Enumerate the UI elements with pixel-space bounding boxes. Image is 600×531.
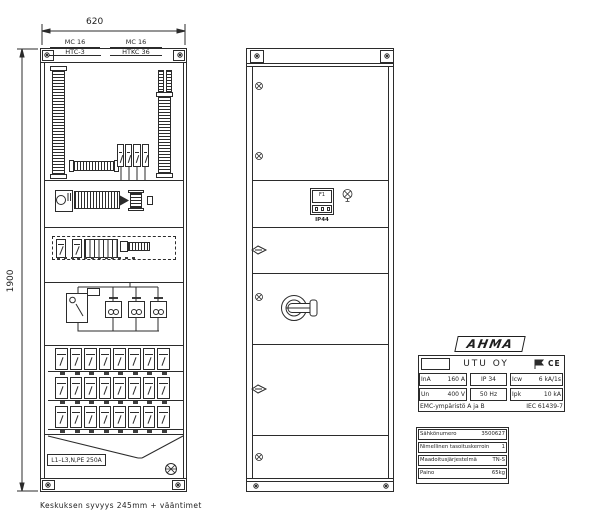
meter-device (55, 190, 73, 212)
door-divider (252, 435, 388, 436)
detail-label: Sähkönumero (420, 430, 457, 437)
breaker-module (143, 377, 156, 399)
bus-label-left-bottom: HTC-3 (65, 47, 85, 56)
breaker-module (70, 377, 83, 399)
breaker-module (70, 406, 83, 428)
breaker-row-2 (55, 377, 170, 399)
fuse-base (128, 301, 145, 318)
door-divider (252, 180, 388, 181)
narrow-module-pack (84, 239, 118, 258)
door-meter-label: F1 (318, 192, 326, 198)
un-label: Un (421, 390, 430, 398)
micro-label (132, 297, 141, 299)
brand-logo-text: AHMA (465, 337, 515, 351)
breaker-module (55, 377, 68, 399)
fuse-base (105, 301, 122, 318)
left-cabinet-bottom-tab-right (172, 480, 185, 490)
breaker-module (70, 348, 83, 370)
fuse-base (150, 301, 167, 318)
breaker-module (56, 239, 66, 258)
small-terminal-block (166, 70, 172, 92)
freq-value: 50 Hz (479, 390, 498, 398)
right-cabinet-bottom-rail (246, 478, 394, 479)
breaker-module (84, 406, 97, 428)
emc-text: EMC-ympäristö A ja B (420, 402, 485, 410)
terminal-strip-cap (156, 173, 173, 178)
breaker-row-1 (55, 348, 170, 370)
left-cabinet-bottom-tab-left (42, 480, 55, 490)
breaker-module (84, 348, 97, 370)
bus-label-right-bottom: HTKC 36 (122, 47, 150, 56)
breaker-module (113, 377, 126, 399)
detail-value: 3500627 (481, 430, 505, 437)
left-cabinet-top-rail (40, 62, 187, 63)
breaker-module (157, 377, 170, 399)
detail-value: 1 (501, 443, 505, 450)
left-cabinet-flange-right (183, 62, 184, 478)
breaker-module (157, 406, 170, 428)
right-cabinet-top-rail (246, 63, 394, 64)
breaker-module (72, 239, 82, 258)
detail-value: TN-S (492, 456, 505, 463)
section-divider (44, 282, 183, 283)
dimension-height-label: 1900 (6, 269, 17, 293)
breaker-module (55, 348, 68, 370)
micro-label-row (60, 401, 167, 404)
un-value: 400 V (447, 390, 465, 398)
micro-label-row (60, 430, 167, 433)
breaker-module (99, 377, 112, 399)
section-divider (44, 434, 183, 435)
section-divider (44, 345, 183, 346)
small-bolt (147, 196, 153, 205)
terminal-strip-cap (50, 174, 67, 179)
breaker-module (133, 144, 140, 167)
micro-label-row (60, 372, 167, 375)
nameplate-type-box (421, 358, 450, 370)
right-cabinet-bottom-rail (246, 481, 394, 482)
small-terminal-block (158, 70, 164, 92)
door-divider (252, 273, 388, 274)
breaker-module (143, 348, 156, 370)
meter-button (315, 207, 318, 211)
main-feed-label: L1–L3,N,PE 250A (51, 456, 102, 464)
detail-label: Maadoitusjärjestelmä (420, 456, 477, 463)
din-breaker-group (117, 144, 149, 167)
breaker-module (142, 144, 149, 167)
detail-label: Paino (420, 469, 435, 476)
section-divider (44, 180, 183, 181)
small-block (120, 241, 128, 252)
micro-label (109, 297, 118, 299)
breaker-module (113, 348, 126, 370)
ip-value: IP 34 (481, 375, 496, 383)
bus-label-right-top: MC 16 (125, 38, 147, 46)
terminal-bar (128, 242, 150, 251)
brand-logo-box (454, 336, 525, 352)
main-switch (66, 293, 88, 323)
left-cabinet-top-tab-right (173, 50, 185, 61)
detail-value: 65kg (491, 469, 505, 476)
breaker-module (84, 377, 97, 399)
detail-label: Nimellinen tasoituskerroin (420, 443, 490, 450)
left-cabinet-flange-left (44, 62, 45, 478)
icw-value: 6 kA/1s (538, 375, 561, 383)
breaker-row-3 (55, 406, 170, 428)
breaker-module (113, 406, 126, 428)
standard-text: IEC 61439-7 (526, 402, 563, 410)
door-edge-right (388, 66, 389, 478)
bus-label-left-top: MC 16 (64, 38, 86, 46)
breaker-module (157, 348, 170, 370)
breaker-module (117, 144, 124, 167)
fuse-component (130, 193, 142, 208)
dimension-height (17, 49, 38, 491)
dimension-width-label: 620 (86, 17, 104, 27)
right-cabinet-top-tab-right (380, 50, 394, 63)
ce-mark: CE (548, 358, 561, 368)
breaker-module (128, 377, 141, 399)
ipk-label: Ipk (512, 390, 522, 398)
ipk-value: 10 kA (543, 390, 561, 398)
depth-caption: Keskuksen syvyys 245mm + vääntimet (40, 501, 202, 510)
breaker-module (128, 406, 141, 428)
meter-button (321, 207, 324, 211)
door-divider (252, 344, 388, 345)
main-switch-label-tag (87, 288, 100, 296)
breaker-module (99, 406, 112, 428)
right-cabinet-top-rail (246, 66, 394, 67)
transformer-body (74, 191, 120, 209)
breaker-module (128, 348, 141, 370)
right-cabinet-top-tab-left (250, 50, 264, 63)
micro-label-row (57, 257, 135, 259)
door-divider (252, 227, 388, 228)
terminal-strip-left (52, 70, 65, 175)
bus-label-rule (110, 55, 162, 56)
breaker-module (55, 406, 68, 428)
left-cabinet-bottom-rail (40, 478, 187, 479)
component-cap (128, 208, 144, 211)
breaker-module (99, 348, 112, 370)
breaker-module (125, 144, 132, 167)
ina-label: InA (421, 375, 431, 383)
breaker-module (143, 406, 156, 428)
terminal-strip-horizontal (73, 161, 115, 171)
bus-label-rule (49, 55, 101, 56)
door-meter-buttons (314, 207, 330, 211)
ina-value: 160 A (447, 375, 465, 383)
door-edge-left (252, 66, 253, 478)
meter-button (327, 207, 330, 211)
micro-label (154, 297, 163, 299)
section-divider (44, 227, 183, 228)
right-cabinet-outline (246, 48, 394, 492)
terminal-strip-right (158, 96, 171, 174)
door-meter-ip-label: IP44 (315, 217, 329, 223)
manufacturer-label: UTU OY (463, 359, 509, 369)
icw-label: Icw (512, 375, 522, 383)
